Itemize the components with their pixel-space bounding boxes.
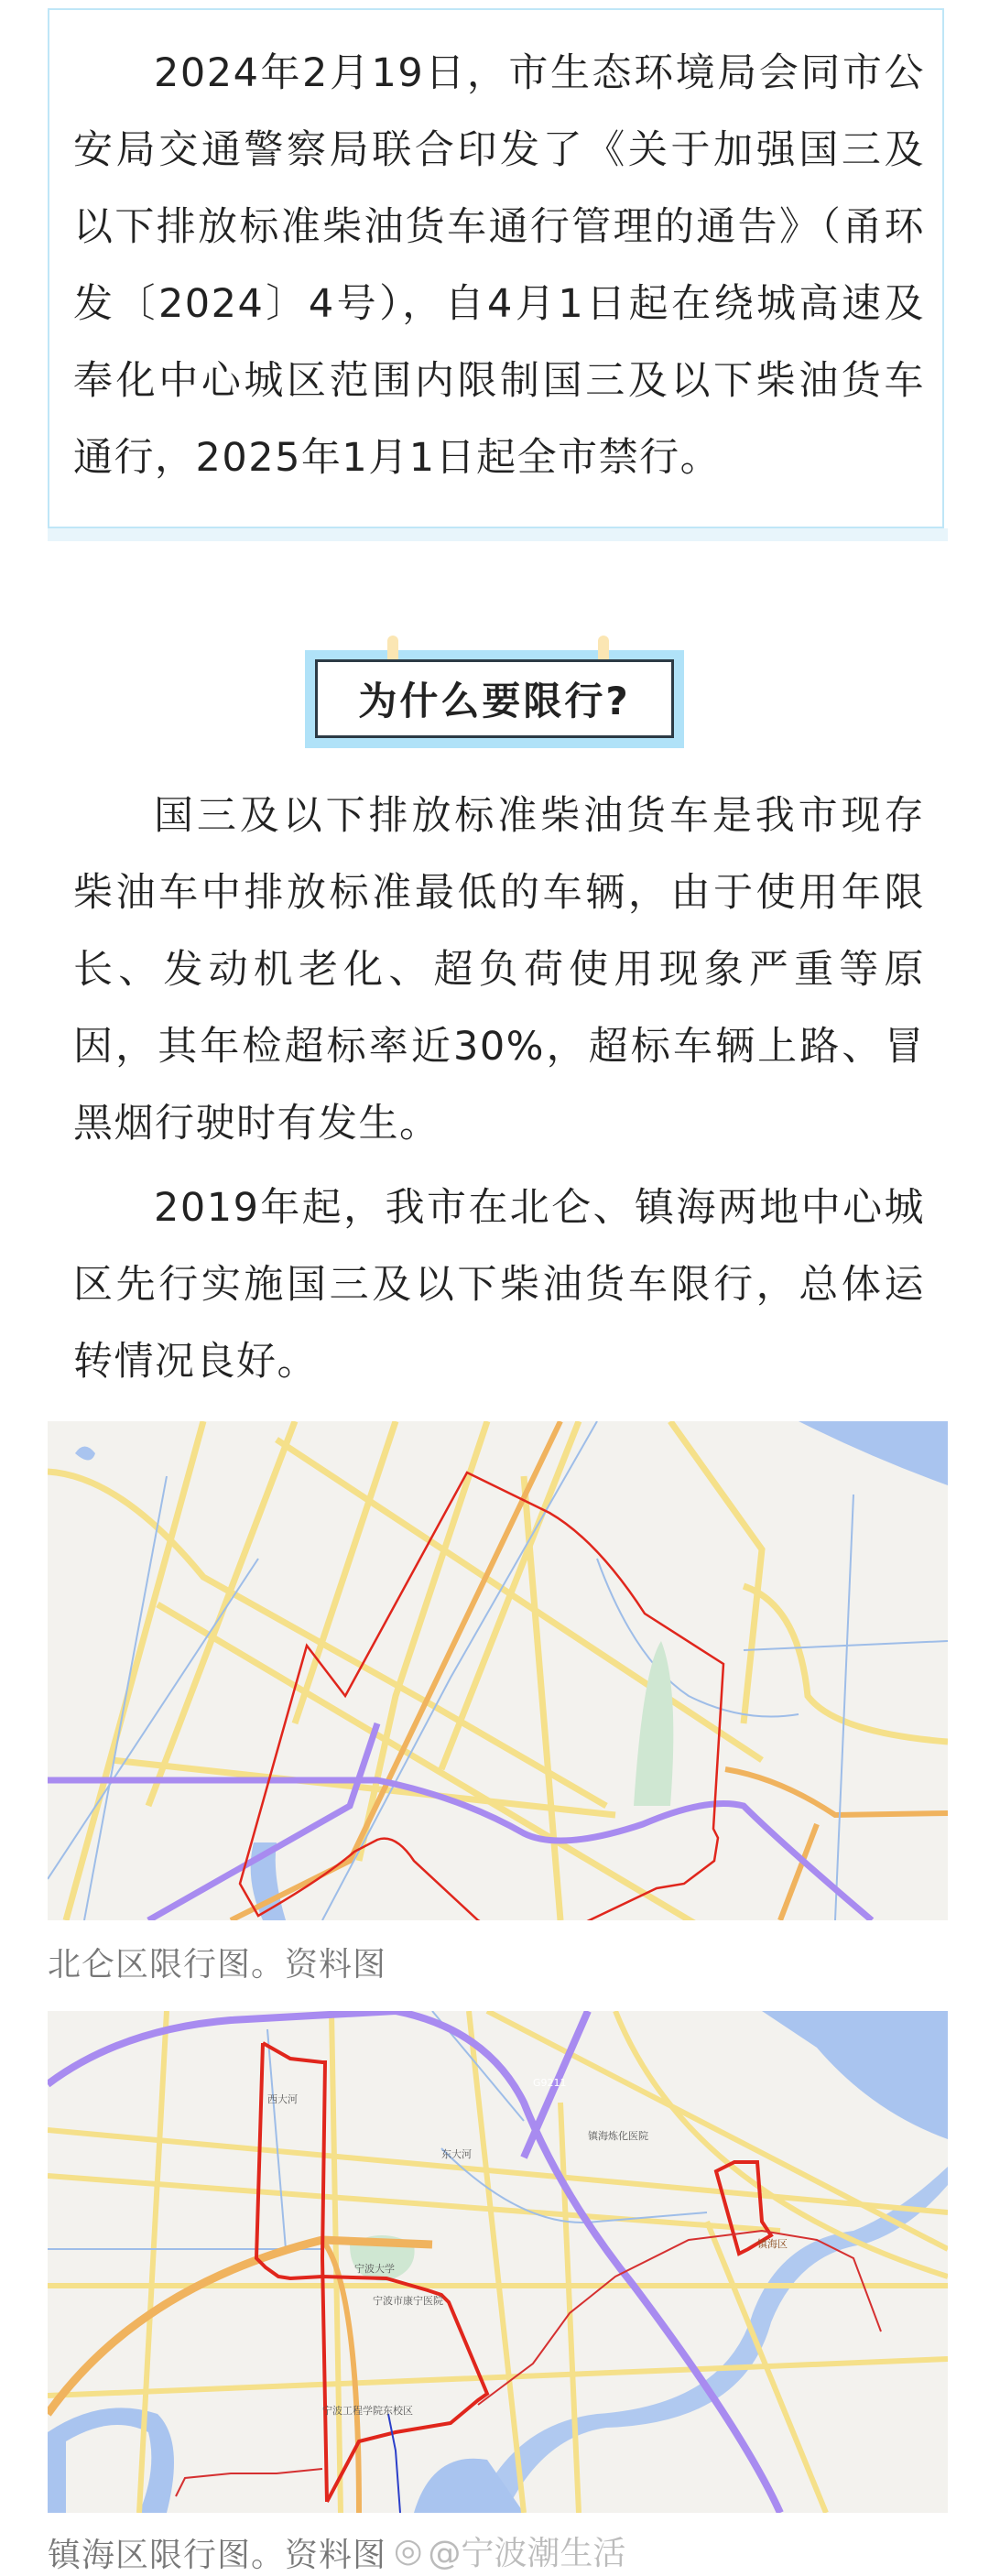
watermark-text: @宁波潮生活	[428, 2535, 626, 2572]
map-label: 宁波市康宁医院	[373, 2295, 443, 2307]
section-title-box	[305, 650, 684, 748]
body-paragraph: 国三及以下排放标准柴油货车是我市现存柴油车中排放标准最低的车辆，由于使用年限长、发动机老化、超负荷使用现象严重等原因，其年检超标率近30%，超标车辆上路、冒黑烟行驶时有发生。	[73, 793, 925, 1147]
map-label: 宁波大学	[354, 2263, 395, 2275]
notice-text: 2024年2月19日，市生态环境局会同市公安局交通警察局联合印发了《关于加强国三及以下排放标准柴油货车通行管理的通告》（甬环发〔2024〕4号），自4月1日起在绕城高速及奉化中心城区范围内限制国三及以下柴油货车通行，2025年1月1日起全市禁行。	[73, 50, 925, 481]
body-paragraph: 2019年起，我市在北仑、镇海两地中心城区先行实施国三及以下柴油货车限行，总体运转情况良好。	[73, 1185, 925, 1385]
beilun-restriction-map	[48, 1421, 948, 1920]
map-label: 镇海区	[757, 2238, 788, 2250]
section-title: 为什么要限行?	[358, 679, 631, 723]
map-label: 镇海炼化医院	[588, 2130, 648, 2142]
figure-caption: 镇海区限行图。资料图	[48, 2537, 387, 2574]
section-title-frame	[315, 659, 674, 738]
map-label: 宁波工程学院东校区	[322, 2405, 413, 2417]
notice-box-shadow	[48, 528, 948, 541]
map-label: 东大河	[441, 2148, 472, 2160]
figure-caption: 北仑区限行图。资料图	[48, 1946, 387, 1984]
weibo-icon: ◎	[394, 2532, 423, 2570]
map-label: 西大河	[267, 2093, 298, 2105]
map-label: G9211	[533, 2077, 567, 2089]
weibo-watermark	[394, 2527, 625, 2574]
zhenhai-restriction-map	[48, 2011, 948, 2513]
